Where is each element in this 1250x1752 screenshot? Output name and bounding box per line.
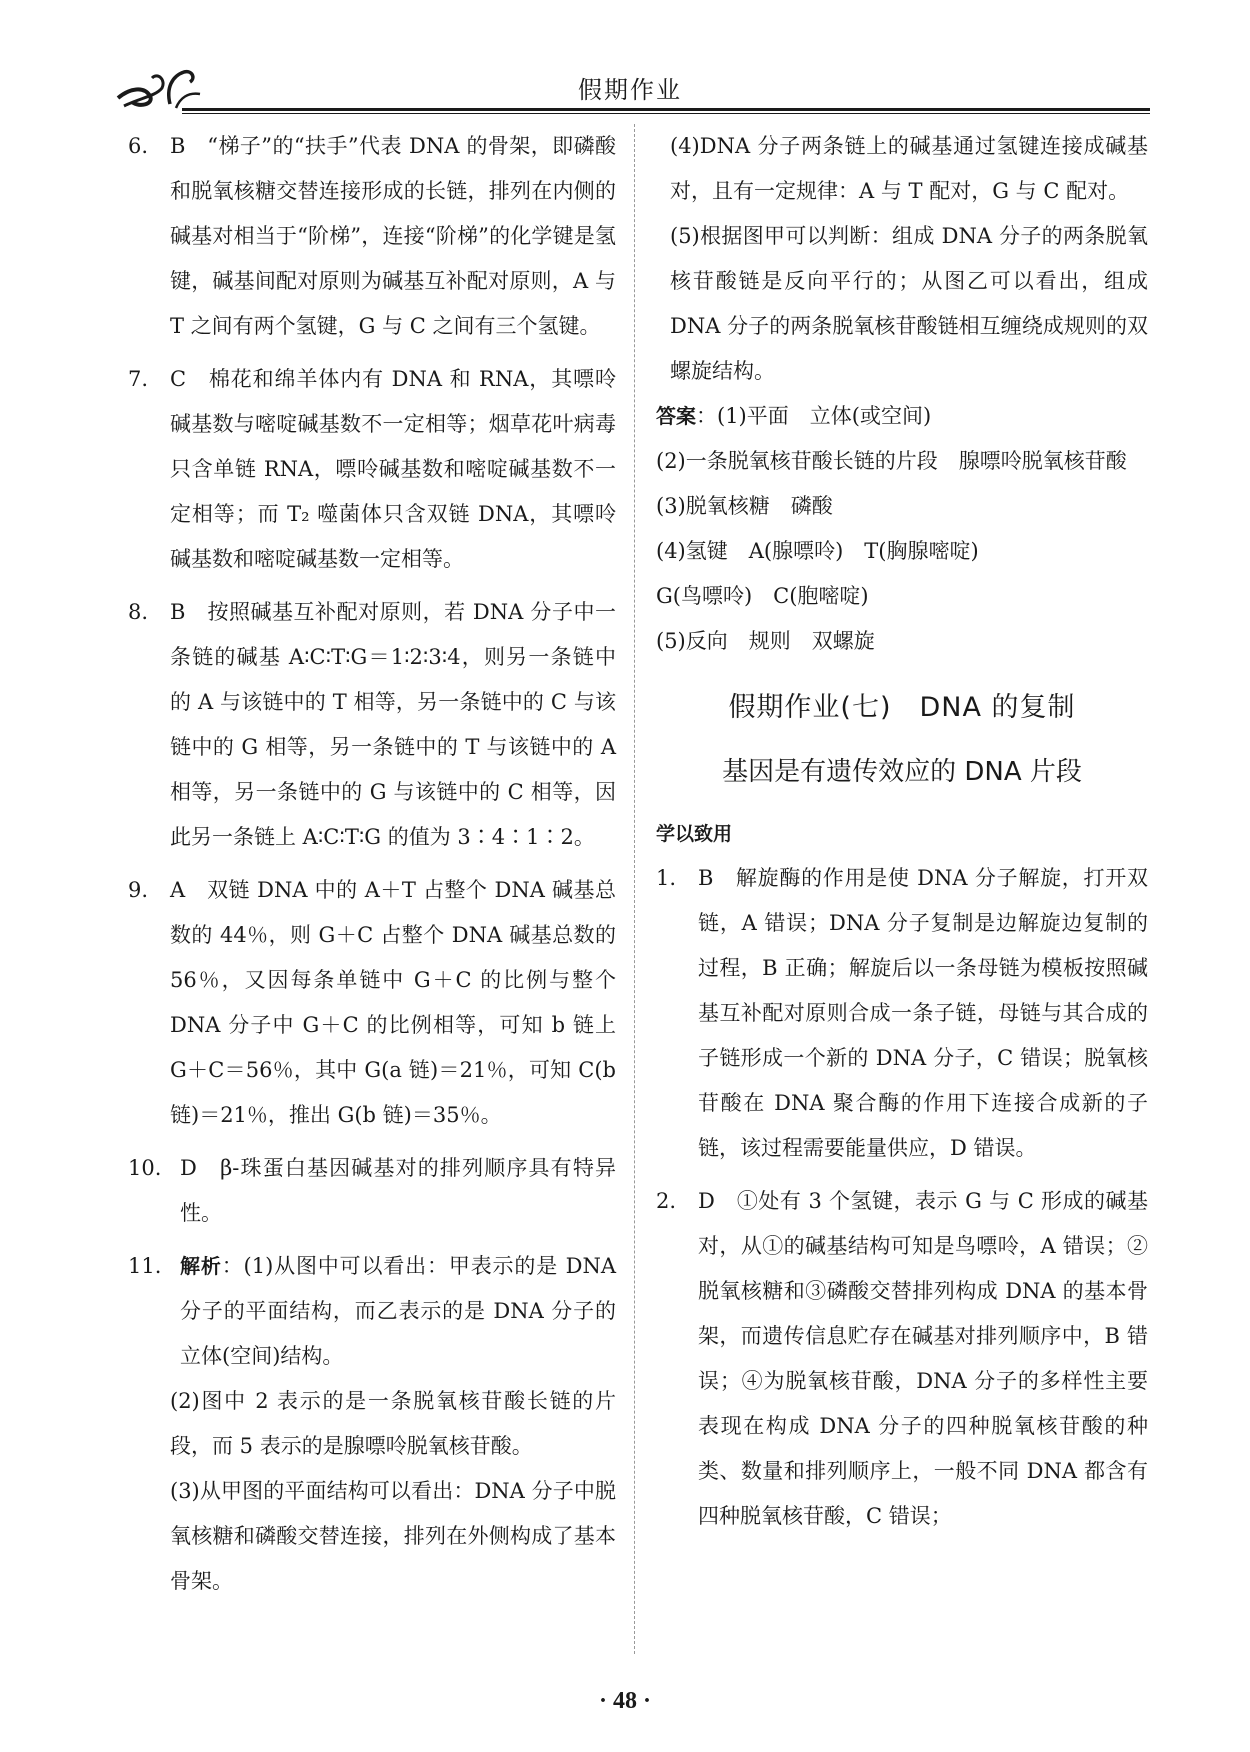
answer-line-4: (4)氢键 A(腺嘌呤) T(胸腺嘧啶): [656, 539, 979, 563]
item-number: 7.: [128, 367, 149, 391]
item-number: 8.: [128, 600, 149, 624]
item-text: D ①处有 3 个氢键，表示 G 与 C 形成的碱基对，从①的碱基结构可知是鸟嘌呤，A 错误；②脱氧核糖和③磷酸交替排列构成 DNA 的基本骨架，而遗传信息贮存在碱基对排列顺序中，B 错误；④为脱氧核苷酸，DNA 分子的多样性主要表现在构成 DNA 分子的四种脱氧核苷酸的种类、数量和排列顺序上，一般不同 DNA 都含有四种脱氧核苷酸，C 错误；: [698, 1189, 1148, 1528]
answer-line-3: (3)脱氧核糖 磷酸: [656, 494, 833, 518]
column-divider: [634, 124, 635, 1654]
section-title: 假期作业(七) DNA 的复制: [728, 692, 1076, 723]
header-rule-thick: [182, 108, 1150, 111]
section-subtitle: 基因是有遗传效应的 DNA 片段: [722, 757, 1082, 787]
header-title: 假期作业: [578, 76, 682, 104]
page-number: · 48 ·: [598, 1688, 651, 1714]
item-text: B “梯子”的“扶手”代表 DNA 的骨架，即磷酸和脱氧核糖交替连接形成的长链，排列在内侧的碱基对相当于“阶梯”，连接“阶梯”的化学键是氢键，碱基间配对原则为碱基互补配对原则，A 与 T 之间有两个氢键，G 与 C 之间有三个氢键。: [170, 134, 616, 338]
answer-line-5: (5)反向 规则 双螺旋: [656, 629, 875, 653]
analysis-intro: ：(1)从图中可以看出：甲表示的是 DNA 分子的平面结构，而乙表示的是 DNA 分子的立体(空间)结构。: [180, 1254, 616, 1368]
item-number: 10.: [128, 1156, 162, 1180]
item-text: A 双链 DNA 中的 A＋T 占整个 DNA 碱基总数的 44％，则 G＋C 占整个 DNA 碱基总数的 56％，又因每条单链中 G＋C 的比例与整个 DNA 分子中 G＋C 的比例相等，可知 b 链上 G＋C＝56％，其中 G(a 链)＝21％，可知 C(b 链)＝21％，推出 G(b 链)＝35％。: [170, 878, 616, 1127]
answer-label: 答案: [656, 404, 696, 428]
answer-item-7: [128, 357, 616, 582]
header-rule-thin: [182, 113, 1150, 114]
answer-item-8: [128, 590, 616, 860]
exercise-item-1: [656, 856, 1148, 1171]
answer-item-10: [128, 1146, 616, 1236]
answer-text-1: ：(1)平面 立体(或空间): [696, 404, 932, 428]
page-header: [110, 58, 1150, 114]
item-text: D β-珠蛋白基因碱基对的排列顺序具有特异性。: [180, 1156, 616, 1225]
answer-line-1: [656, 394, 1148, 439]
exercise-item-2: [656, 1179, 1148, 1539]
item-number: 9.: [128, 878, 149, 902]
item-number: 6.: [128, 134, 149, 158]
item-number: 1.: [656, 866, 677, 890]
answer-line-4b: G(鸟嘌呤) C(胞嘧啶): [656, 584, 869, 608]
answer-line-2: (2)一条脱氧核苷酸长链的片段 腺嘌呤脱氧核苷酸: [656, 449, 1127, 473]
analysis-label: 解析: [180, 1254, 222, 1278]
analysis-part-2: (2)图中 2 表示的是一条脱氧核苷酸长链的片段，而 5 表示的是腺嘌呤脱氧核苷酸。: [170, 1389, 616, 1458]
answer-item-6: [128, 124, 616, 349]
item-number: 11.: [128, 1254, 162, 1278]
analysis-part-3: (3)从甲图的平面结构可以看出：DNA 分子中脱氧核糖和磷酸交替连接，排列在外侧构成了基本骨架。: [170, 1479, 616, 1593]
item-text: C 棉花和绵羊体内有 DNA 和 RNA，其嘌呤碱基数与嘧啶碱基数不一定相等；烟草花叶病毒只含单链 RNA，嘌呤碱基数和嘧啶碱基数不一定相等；而 T₂ 噬菌体只含双链 DNA，其嘌呤碱基数和嘧啶碱基数一定相等。: [170, 367, 616, 571]
item-number: 2.: [656, 1189, 677, 1213]
item-text: B 解旋酶的作用是使 DNA 分子解旋，打开双链，A 错误；DNA 分子复制是边解旋边复制的过程，B 正确；解旋后以一条母链为模板按照碱基互补配对原则合成一条子链，母链与其合成的子链形成一个新的 DNA 分子，C 错误；脱氧核苷酸在 DNA 聚合酶的作用下连接合成新的子链，该过程需要能量供应，D 错误。: [698, 866, 1148, 1160]
right-column: [656, 124, 1148, 1539]
analysis-part-4: (4)DNA 分子两条链上的碱基通过氢键连接成碱基对，且有一定规律：A 与 T 配对，G 与 C 配对。: [670, 134, 1148, 203]
analysis-part-5: (5)根据图甲可以判断：组成 DNA 分子的两条脱氧核苷酸链是反向平行的；从图乙可以看出，组成 DNA 分子的两条脱氧核苷酸链相互缠绕成规则的双螺旋结构。: [670, 224, 1148, 383]
answer-item-9: [128, 868, 616, 1138]
practice-label: 学以致用: [656, 823, 733, 845]
item-text: B 按照碱基互补配对原则，若 DNA 分子中一条链的碱基 A∶C∶T∶G＝1∶2∶3∶4，则另一条链中的 A 与该链中的 T 相等，另一条链中的 C 与该链中的 G 相等，另一条链中的 T 与该链中的 A 相等，另一条链中的 G 与该链中的 C 相等，因此另一条链上 A∶C∶T∶G 的值为 3∶4∶1∶2。: [170, 600, 616, 849]
answer-item-11: [128, 1244, 616, 1379]
left-column: [128, 124, 616, 1604]
